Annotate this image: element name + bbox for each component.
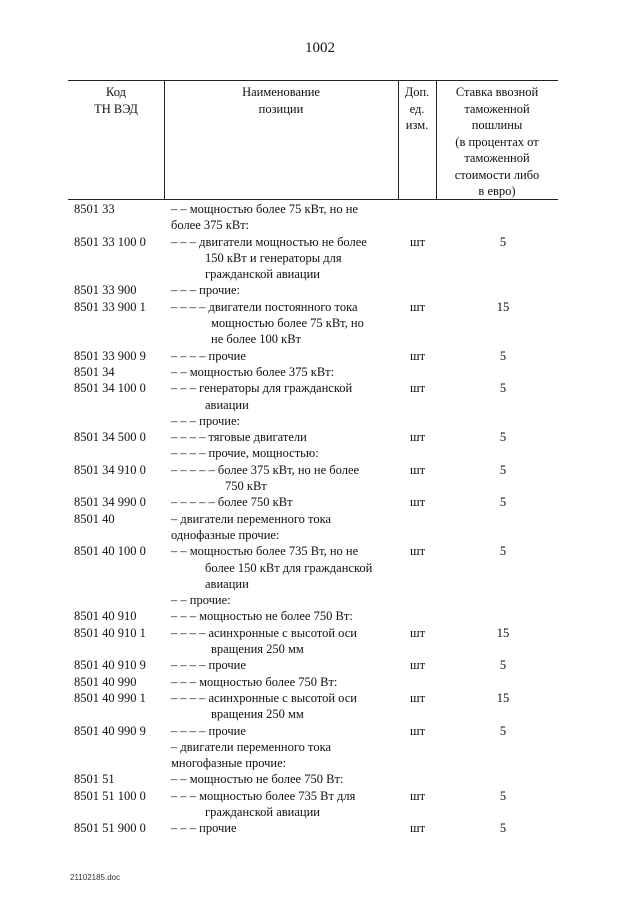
row-name-line: – – – – прочие, мощностью:	[171, 446, 319, 461]
row-code: 8501 40 910 1	[74, 625, 146, 640]
table-row	[68, 364, 558, 380]
row-code: 8501 40 910	[74, 609, 137, 624]
row-unit: шт	[410, 299, 426, 314]
row-unit: шт	[410, 625, 426, 640]
row-rate: 5	[499, 381, 507, 396]
row-name-line: – – – – прочие	[171, 723, 246, 738]
row-unit: шт	[410, 348, 426, 363]
row-rate: 15	[496, 299, 510, 314]
row-name-line: – – – – тяговые двигатели	[171, 430, 307, 445]
header-unit: Доп. ед. изм.	[404, 85, 430, 132]
row-name	[171, 494, 393, 510]
row-rate: 15	[496, 690, 510, 705]
table-row	[68, 380, 558, 413]
row-name-line: – – – – – более 750 кВт	[171, 495, 293, 510]
row-name-line: не более 100 кВт	[211, 332, 302, 347]
row-name	[171, 364, 393, 380]
row-name-line: авиации	[205, 397, 249, 412]
row-name	[171, 413, 393, 429]
row-name	[171, 820, 393, 836]
row-name-line: более 150 кВт для гражданской	[205, 560, 373, 575]
row-name	[171, 445, 393, 461]
row-name-line: гражданской авиации	[205, 804, 320, 819]
row-code: 8501 33 900 9	[74, 348, 146, 363]
table-body	[68, 200, 558, 837]
row-name-line: 750 кВт	[225, 479, 267, 494]
header-rate: Ставка ввозной таможенной пошлины (в процентах от таможенной стоимости либо в евро)	[454, 85, 540, 198]
row-name-line: более 375 кВт:	[171, 218, 250, 233]
row-rate: 5	[499, 234, 507, 249]
row-name-line: вращения 250 мм	[211, 642, 304, 657]
table-row	[68, 462, 558, 495]
row-rate: 5	[499, 658, 507, 673]
row-code: 8501 40 100 0	[74, 544, 146, 559]
row-unit: шт	[410, 821, 426, 836]
row-code: 8501 40 990 1	[74, 690, 146, 705]
row-name	[171, 299, 393, 348]
row-code: 8501 34 500 0	[74, 430, 146, 445]
row-name-line: – – – прочие:	[171, 283, 240, 298]
table-row	[68, 674, 558, 690]
row-name-line: вращения 250 мм	[211, 707, 304, 722]
row-code: 8501 40 910 9	[74, 658, 146, 673]
table-row	[68, 413, 558, 429]
row-code: 8501 33 900 1	[74, 299, 146, 314]
row-code: 8501 33 900	[74, 283, 137, 298]
row-name	[171, 690, 393, 723]
table-row	[68, 771, 558, 787]
row-unit: шт	[410, 723, 426, 738]
row-rate: 15	[496, 625, 510, 640]
row-name-line: 150 кВт и генераторы для	[205, 250, 342, 265]
row-name	[171, 380, 393, 413]
row-name-line: – – мощностью более 75 кВт, но не	[171, 202, 358, 216]
row-unit: шт	[410, 544, 426, 559]
row-name-line: – – – двигатели мощностью не более	[171, 234, 367, 249]
table-row	[68, 445, 558, 461]
row-code: 8501 34 910 0	[74, 462, 146, 477]
row-unit: шт	[410, 658, 426, 673]
tariff-table	[68, 80, 558, 837]
row-name	[171, 462, 393, 495]
row-name	[171, 543, 393, 592]
row-name-line: – двигатели переменного тока	[171, 739, 332, 754]
row-name	[171, 234, 393, 283]
row-name	[171, 788, 393, 821]
row-name-line: – – – мощностью более 750 Вт:	[171, 674, 338, 689]
row-unit: шт	[410, 430, 426, 445]
row-name-line: – – – – прочие	[171, 658, 246, 673]
row-name-line: – – – – асинхронные с высотой оси	[171, 625, 357, 640]
row-name-line: – – – – двигатели постоянного тока	[171, 299, 358, 314]
footer-file-name: 21102185.doc	[70, 873, 121, 882]
table-row	[68, 592, 558, 608]
table-row	[68, 282, 558, 298]
table-row	[68, 657, 558, 673]
row-name	[171, 348, 393, 364]
row-unit: шт	[410, 690, 426, 705]
row-name	[171, 282, 393, 298]
row-rate: 5	[499, 348, 507, 363]
row-name-line: – – мощностью более 375 кВт:	[171, 364, 335, 379]
row-name-line: – двигатели переменного тока	[171, 511, 332, 526]
row-name-line: – – – – – более 375 кВт, но не более	[171, 462, 360, 477]
row-name-line: – – – прочие:	[171, 413, 240, 428]
row-name	[171, 201, 393, 234]
header-code: Код ТН ВЭД	[94, 85, 138, 116]
row-name	[171, 674, 393, 690]
row-name-line: – – – мощностью более 735 Вт для	[171, 788, 356, 803]
row-name	[171, 739, 393, 772]
table-row	[68, 543, 558, 592]
row-name-line: – – – – прочие	[171, 348, 246, 363]
row-rate: 5	[499, 544, 507, 559]
row-name	[171, 771, 393, 787]
row-code: 8501 51 900 0	[74, 821, 146, 836]
row-code: 8501 34 100 0	[74, 381, 146, 396]
table-row	[68, 429, 558, 445]
row-unit: шт	[410, 788, 426, 803]
row-rate: 5	[499, 723, 507, 738]
row-unit: шт	[410, 462, 426, 477]
row-name-line: – – – прочие	[171, 821, 237, 836]
row-unit: шт	[410, 381, 426, 396]
row-name-line: многофазные прочие:	[171, 756, 287, 771]
row-rate: 5	[499, 788, 507, 803]
row-name	[171, 625, 393, 658]
row-rate: 5	[499, 430, 507, 445]
row-name	[171, 511, 393, 544]
page-number: 1002	[305, 40, 335, 56]
row-name	[171, 657, 393, 673]
row-code: 8501 40 990	[74, 674, 137, 689]
table-row	[68, 494, 558, 510]
row-code: 8501 51 100 0	[74, 788, 146, 803]
row-rate: 5	[499, 495, 507, 510]
table-row	[68, 820, 558, 836]
row-name-line: авиации	[205, 576, 249, 591]
row-rate: 5	[499, 462, 507, 477]
row-name-line: – – – – асинхронные с высотой оси	[171, 690, 357, 705]
row-name-line: гражданской авиации	[205, 267, 320, 282]
row-name	[171, 608, 393, 624]
row-name-line: – – – мощностью не более 750 Вт:	[171, 609, 353, 624]
row-rate: 5	[499, 821, 507, 836]
row-name-line: – – мощностью более 735 Вт, но не	[171, 544, 359, 559]
table-row	[68, 739, 558, 772]
table-row	[68, 234, 558, 283]
row-name-line: однофазные прочие:	[171, 527, 280, 542]
row-code: 8501 34	[74, 364, 115, 379]
table-row	[68, 299, 558, 348]
table-row	[68, 201, 558, 234]
row-name	[171, 429, 393, 445]
row-name-line: – – прочие:	[171, 593, 231, 608]
table-header	[68, 80, 558, 200]
table-row	[68, 511, 558, 544]
table-row	[68, 690, 558, 723]
table-row	[68, 788, 558, 821]
row-code: 8501 33	[74, 202, 115, 216]
table-row	[68, 625, 558, 658]
row-code: 8501 40 990 9	[74, 723, 146, 738]
row-name	[171, 723, 393, 739]
row-unit: шт	[410, 495, 426, 510]
row-unit: шт	[410, 234, 426, 249]
row-name-line: – – – генераторы для гражданской	[171, 381, 353, 396]
row-code: 8501 34 990 0	[74, 495, 146, 510]
table-row	[68, 348, 558, 364]
row-code: 8501 40	[74, 511, 115, 526]
header-name: Наименование позиции	[242, 85, 320, 116]
table-row	[68, 723, 558, 739]
row-code: 8501 51	[74, 772, 115, 787]
row-name-line: мощностью более 75 кВт, но	[211, 316, 364, 331]
row-name-line: – – мощностью не более 750 Вт:	[171, 772, 344, 787]
row-name	[171, 592, 393, 608]
table-row	[68, 608, 558, 624]
row-code: 8501 33 100 0	[74, 234, 146, 249]
